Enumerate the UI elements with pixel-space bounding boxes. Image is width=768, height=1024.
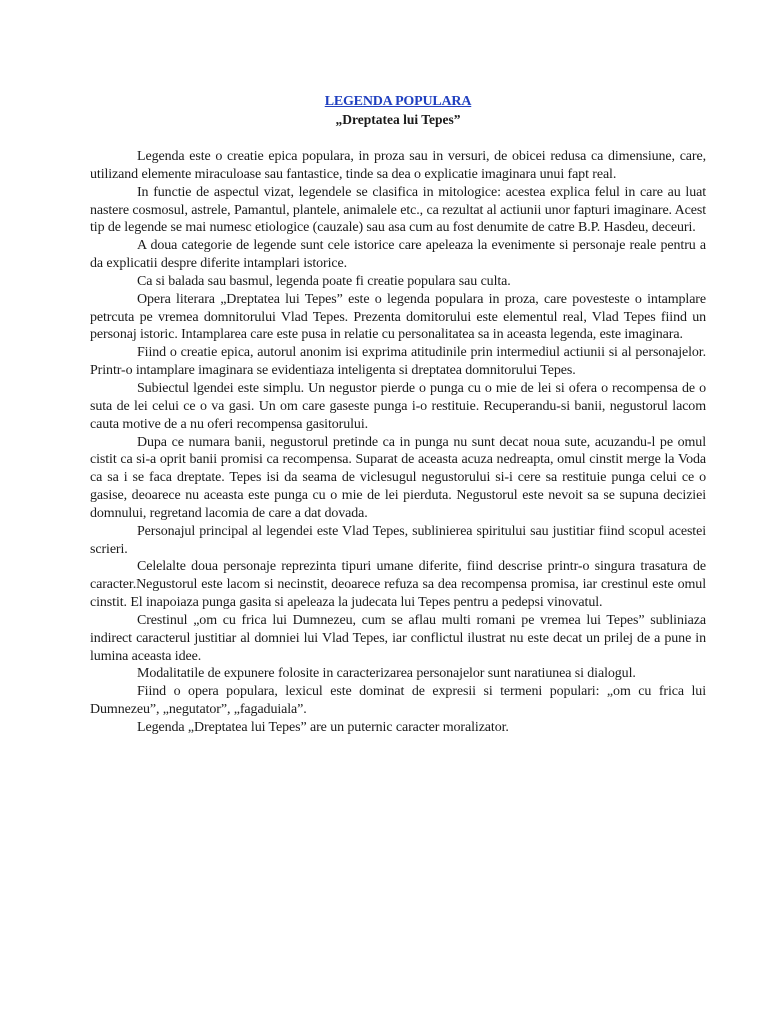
- paragraph: Dupa ce numara banii, negustorul pretinde ca in punga nu sunt decat noua sute, acuzandu-l pe omul cistit ca si-a oprit banii promisi ca recompensa. Suparat de aceasta acuza nedreapta, omul cinstit merge la Voda ca sa i se faca dreptate. Tepes isi da seama de viclesugul negustorului si-i cere sa restituie punga celui ce o gasise, deoarece nu aceasta este punga cu o mie de lei pierduta. Negustorul este nevoit sa se supuna deciziei domnului, regretand lacomia de care a dat dovada.: [90, 434, 706, 521]
- paragraph: Legenda este o creatie epica populara, in proza sau in versuri, de obicei redusa ca dimensiune, care, utilizand elemente miraculoase sau fantastice, tinde sa dea o explicatie imaginara unui fapt real.: [90, 149, 706, 182]
- document-body: [90, 148, 706, 737]
- paragraph: Celelalte doua personaje reprezinta tipuri umane diferite, fiind descrise printr-o singura trasatura de caracter.Negustorul este lacom si necinstit, deoarece refuza sa dea recompensa promisa, iar crestinul este omul cinstit. El inapoiaza punga gasita si apeleaza la judecata lui Tepes pentru a pedepsi vinovatul.: [90, 559, 706, 611]
- paragraph: Fiind o opera populara, lexicul este dominat de expresii si termeni populari: „om cu frica lui Dumnezeu”, „negutator”, „fagaduiala”.: [90, 684, 706, 718]
- paragraph: Ca si balada sau basmul, legenda poate fi creatie populara sau culta.: [137, 273, 511, 289]
- paragraph: A doua categorie de legende sunt cele istorice care apeleaza la evenimente si personaje reale pentru a da explicatii despre diferite intamplari istorice.: [90, 238, 706, 272]
- paragraph: Subiectul lgendei este simplu. Un negustor pierde o punga cu o mie de lei si ofera o recompensa de o suta de lei celui ce o va gasi. Un om care gaseste punga i-o restituie. Recuperandu-si banii, negustorul lacom cauta motive de a nu oferi recompensa gasitorului.: [90, 380, 706, 432]
- paragraph: Crestinul „om cu frica lui Dumnezeu, cum se aflau multi romani pe vremea lui Tepes” subliniaza indirect caracterul justitiar al domniei lui Vlad Tepes, iar conflictul ilustrat nu este decat un prilej de a pune in lumina aceasta idee.: [90, 612, 706, 664]
- document-page: [90, 93, 706, 737]
- document-title: LEGENDA POPULARA: [324, 94, 472, 109]
- paragraph: Modalitatile de expunere folosite in caracterizarea personajelor sunt naratiunea si dialogul.: [137, 666, 636, 682]
- paragraph: Legenda „Dreptatea lui Tepes” are un puternic caracter moralizator.: [137, 720, 509, 735]
- paragraph: Personajul principal al legendei este Vlad Tepes, sublinierea spiritului sau justitiar fiind scopul acestei scrieri.: [90, 523, 706, 557]
- paragraph: Fiind o creatie epica, autorul anonim isi exprima atitudinile prin intermediul actiunii si al personajelor. Printr-o intamplare imaginara se evidentiaza inteligenta si dreptatea domnitorului Tepes.: [90, 345, 706, 379]
- document-subtitle: „Dreptatea lui Tepes”: [335, 112, 461, 127]
- paragraph: In functie de aspectul vizat, legendele se clasifica in mitologice: acestea explica felul in care au luat nastere cosmosul, astrele, Pamantul, plantele, animalele etc., ca rezultat al actiunii unor fapturi imaginare. Acest tip de legende se mai numesc etiologice (cauzale) sau asa cum au fost denumite de catre B.P. Hasdeu, deceuri.: [90, 184, 706, 236]
- paragraph: Opera literara „Dreptatea lui Tepes” este o legenda populara in proza, care povesteste o intamplare petrcuta pe vremea domnitorului Vlad Tepes. Prezenta domitorului este elementul real, Vlad Tepes fiind un personaj istoric. Intamplarea care este pusa in relatie cu personalitatea sa in aceasta legenda, este imaginara.: [90, 291, 706, 343]
